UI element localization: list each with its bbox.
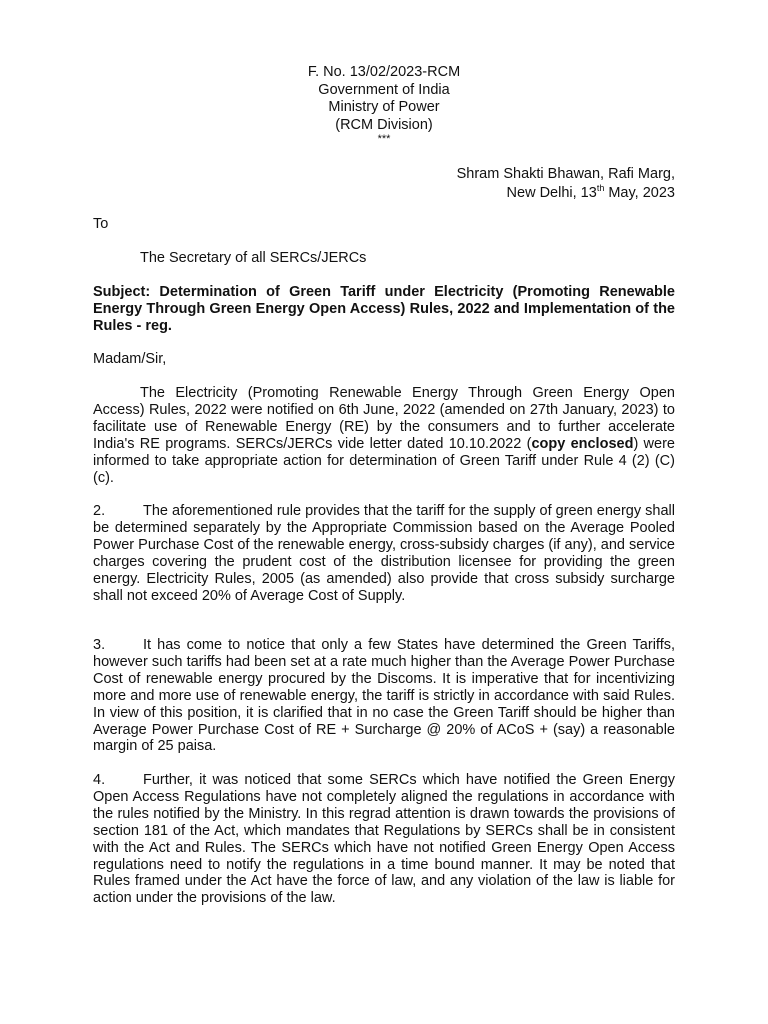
letter-date bbox=[457, 184, 675, 203]
address-line: Shram Shakti Bhawan, Rafi Marg, bbox=[456, 166, 675, 182]
paragraph-4 bbox=[93, 772, 675, 907]
file-number: F. No. 13/02/2023-RCM bbox=[307, 64, 461, 80]
paragraph-4-number: 4. bbox=[93, 772, 106, 788]
paragraph-2 bbox=[93, 503, 675, 604]
paragraph-1 bbox=[93, 385, 675, 486]
letterhead bbox=[0, 64, 768, 145]
paragraph-3-number: 3. bbox=[93, 637, 106, 653]
copy-enclosed: copy enclosed bbox=[531, 435, 634, 452]
paragraph-3 bbox=[93, 637, 675, 755]
paragraph-2-text: The aforementioned rule provides that the tariff for the supply of green energy shall be determined separately by the Appropriate Commission based on the Average Pooled Power Purchase Cost of the renewable energy, cross-subsidy charges (if any), and service charges covering the prudent cost of the distribution licensee for providing the green energy. Electricity Rules, 2005 (as amended) also provide that cross subsidy surcharge shall not exceed 20% of Average Cost of Supply. bbox=[93, 503, 675, 604]
recipient: The Secretary of all SERCs/JERCs bbox=[140, 250, 367, 266]
date-superscript: th bbox=[596, 182, 605, 193]
government-name: Government of India bbox=[318, 81, 450, 98]
subject: Subject: Determination of Green Tariff under Electricity (Promoting Renewable Energy Through Green Energy Open Access) Rules, 2022 and Implementation of the Rules - reg. bbox=[93, 284, 675, 334]
date-suffix: May, 2023 bbox=[604, 184, 675, 201]
division-name: (RCM Division) bbox=[335, 116, 433, 133]
ministry-name: Ministry of Power bbox=[328, 99, 440, 115]
paragraph-1-text: The Electricity (Promoting Renewable Energy Through Green Energy Open Access) Rules, 2022 were notified on 6th June, 2022 (amended on 27th January, 2023) to facilitate use of Renewable Energy (RE) by the consumers and to further accelerate India's RE programs. SERCs/JERCs vide letter dated 10.10.2022 ( bbox=[93, 385, 675, 452]
to-label: To bbox=[93, 216, 109, 232]
paragraph-2-number: 2. bbox=[93, 503, 106, 519]
separator-stars: *** bbox=[377, 133, 391, 145]
paragraph-4-text: Further, it was noticed that some SERCs which have notified the Green Energy Open Access Regulations have not completely aligned the regulations in accordance with the rules notified by the Ministry. In this regrad attention is drawn towards the provisions of section 181 of the Act, which mandates that Regulations by SERCs shall be in consistent with the Act and Rules. The SERCs which have not notified Green Energy Open Access regulations need to notify the regulations in a time bound manner. It may be noted that Rules framed under the Act have the force of law, and any violation of the law is liable for action under the provisions of the law. bbox=[93, 772, 675, 907]
salutation: Madam/Sir, bbox=[93, 351, 167, 367]
date-prefix: New Delhi, 13 bbox=[506, 184, 597, 201]
sender-address bbox=[457, 165, 675, 202]
paragraph-3-text: It has come to notice that only a few States have determined the Green Tariffs, however such tariffs had been set at a rate much higher than the Average Power Purchase Cost of renewable energy procured by the Discoms. It is imperative that for incentivizing more and more use of renewable energy, the tariff is strictly in accordance with said Rules. In view of this position, it is clarified that in no case the Green Tariff should be higher than Average Power Purchase Cost of RE + Surcharge @ 20% of ACoS + (say) a reasonable margin of 25 paisa. bbox=[93, 637, 675, 755]
paragraph-1-text-end: ) were informed to take appropriate action for determination of Green Tariff under Rule 4 (2) (C) (c). bbox=[93, 435, 675, 486]
